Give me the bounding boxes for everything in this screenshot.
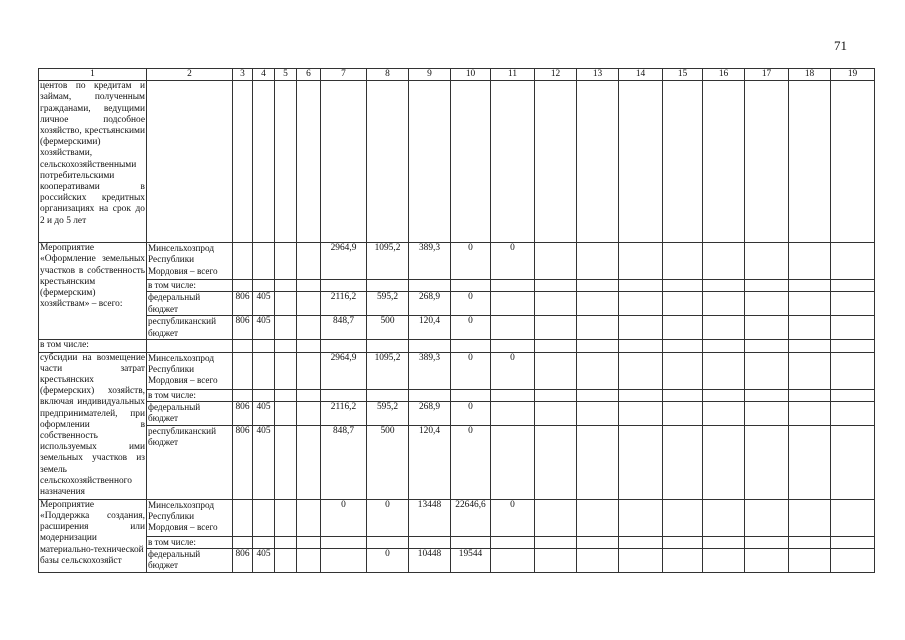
column-header: 19 (831, 69, 875, 81)
column-header: 6 (297, 69, 321, 81)
column-header: 13 (577, 69, 619, 81)
rzpr-cell (253, 499, 275, 536)
executor-cell: республиканский бюджет (147, 316, 233, 340)
grbs-cell (233, 352, 253, 389)
executor-cell: федеральный бюджет (147, 401, 233, 425)
table-row (39, 425, 875, 499)
column-header: 11 (491, 69, 535, 81)
column-header: 15 (663, 69, 703, 81)
table-row (39, 340, 875, 352)
executor-cell: республиканский бюджет (147, 425, 233, 499)
table-row (39, 316, 875, 340)
value-cell: 1095,2 (367, 352, 409, 389)
value-cell: 0 (451, 401, 491, 425)
value-cell: 848,7 (321, 316, 367, 340)
value-cell: 10448 (409, 549, 451, 573)
value-cell: 0 (367, 499, 409, 536)
column-header: 8 (367, 69, 409, 81)
value-cell: 0 (451, 292, 491, 316)
table-row (39, 549, 875, 573)
grbs-cell: 806 (233, 316, 253, 340)
column-header: 1 (39, 69, 147, 81)
value-cell: 120,4 (409, 425, 451, 499)
value-cell: 0 (451, 316, 491, 340)
column-header: 9 (409, 69, 451, 81)
value-cell: 0 (451, 243, 491, 280)
value-cell: 0 (491, 352, 535, 389)
grbs-cell (233, 243, 253, 280)
value-cell: 2116,2 (321, 401, 367, 425)
column-header: 16 (703, 69, 745, 81)
executor-cell: федеральный бюджет (147, 549, 233, 573)
value-cell: 0 (451, 352, 491, 389)
table-row (39, 81, 875, 243)
table-row (39, 280, 875, 292)
value-cell: 268,9 (409, 292, 451, 316)
column-header: 18 (789, 69, 831, 81)
value-cell: 0 (451, 425, 491, 499)
executor-cell: федеральный бюджет (147, 292, 233, 316)
column-header: 17 (745, 69, 789, 81)
column-header: 14 (619, 69, 663, 81)
table-row (39, 389, 875, 401)
value-cell: 500 (367, 425, 409, 499)
budget-table (38, 68, 875, 573)
rzpr-cell: 405 (253, 549, 275, 573)
executor-cell: в том числе: (147, 389, 233, 401)
value-cell: 1095,2 (367, 243, 409, 280)
value-cell: 0 (491, 499, 535, 536)
value-cell (321, 549, 367, 573)
value-cell: 2116,2 (321, 292, 367, 316)
value-cell: 0 (367, 549, 409, 573)
rzpr-cell (253, 352, 275, 389)
value-cell: 0 (491, 243, 535, 280)
page-number: 71 (834, 38, 847, 53)
executor-cell: Минсельхозпрод Республики Мордовия – всего (147, 352, 233, 389)
rzpr-cell: 405 (253, 316, 275, 340)
rzpr-cell: 405 (253, 425, 275, 499)
value-cell: 19544 (451, 549, 491, 573)
column-header: 2 (147, 69, 233, 81)
measure-description: центов по кредитам и займам, полученным гражданами, ведущими личное подсобное хозяйство, крестьянскими (фермерскими) хозяйствами, сельскохозяйственными потребительскими кооперативами в российских кредитных организациях на срок до 2 и до 5 лет (39, 81, 147, 243)
column-header: 7 (321, 69, 367, 81)
executor-cell: в том числе: (147, 536, 233, 548)
in-that-number-label: в том числе: (39, 340, 147, 352)
table-row (39, 499, 875, 536)
rzpr-cell (253, 243, 275, 280)
value-cell: 595,2 (367, 292, 409, 316)
grbs-cell: 806 (233, 401, 253, 425)
rzpr-cell: 405 (253, 292, 275, 316)
value-cell: 120,4 (409, 316, 451, 340)
grbs-cell: 806 (233, 549, 253, 573)
table-row (39, 401, 875, 425)
table-row (39, 352, 875, 389)
column-header: 10 (451, 69, 491, 81)
value-cell: 389,3 (409, 352, 451, 389)
column-header: 4 (253, 69, 275, 81)
value-cell: 2964,9 (321, 352, 367, 389)
column-header: 12 (535, 69, 577, 81)
value-cell: 13448 (409, 499, 451, 536)
measure-description: Мероприятие «Оформление земельных участков в собственность крестьянским (фермерским) хозяйствам» – всего: (39, 243, 147, 340)
table-row (39, 243, 875, 280)
rzpr-cell: 405 (253, 401, 275, 425)
grbs-cell: 806 (233, 292, 253, 316)
executor-cell: в том числе: (147, 280, 233, 292)
measure-description: Мероприятие «Поддержка создания, расширения или модернизации материально-технической базы сельскохозяйст (39, 499, 147, 572)
value-cell: 595,2 (367, 401, 409, 425)
column-header: 5 (275, 69, 297, 81)
table-row (39, 536, 875, 548)
executor-cell: Минсельхозпрод Республики Мордовия – всего (147, 243, 233, 280)
value-cell: 848,7 (321, 425, 367, 499)
executor-cell: Минсельхозпрод Республики Мордовия – всего (147, 499, 233, 536)
value-cell: 500 (367, 316, 409, 340)
value-cell: 0 (321, 499, 367, 536)
grbs-cell (233, 499, 253, 536)
value-cell: 2964,9 (321, 243, 367, 280)
column-number-row (39, 69, 875, 81)
grbs-cell: 806 (233, 425, 253, 499)
value-cell: 389,3 (409, 243, 451, 280)
value-cell: 268,9 (409, 401, 451, 425)
value-cell: 22646,6 (451, 499, 491, 536)
column-header: 3 (233, 69, 253, 81)
table-row (39, 292, 875, 316)
measure-description: субсидии на возмещение части затрат крестьянских (фермерских) хозяйств, включая индивидуальных предпринимателей, при оформлении в собственность используемых ими земельных участков из земель сельскохозяйственного назначения (39, 352, 147, 499)
